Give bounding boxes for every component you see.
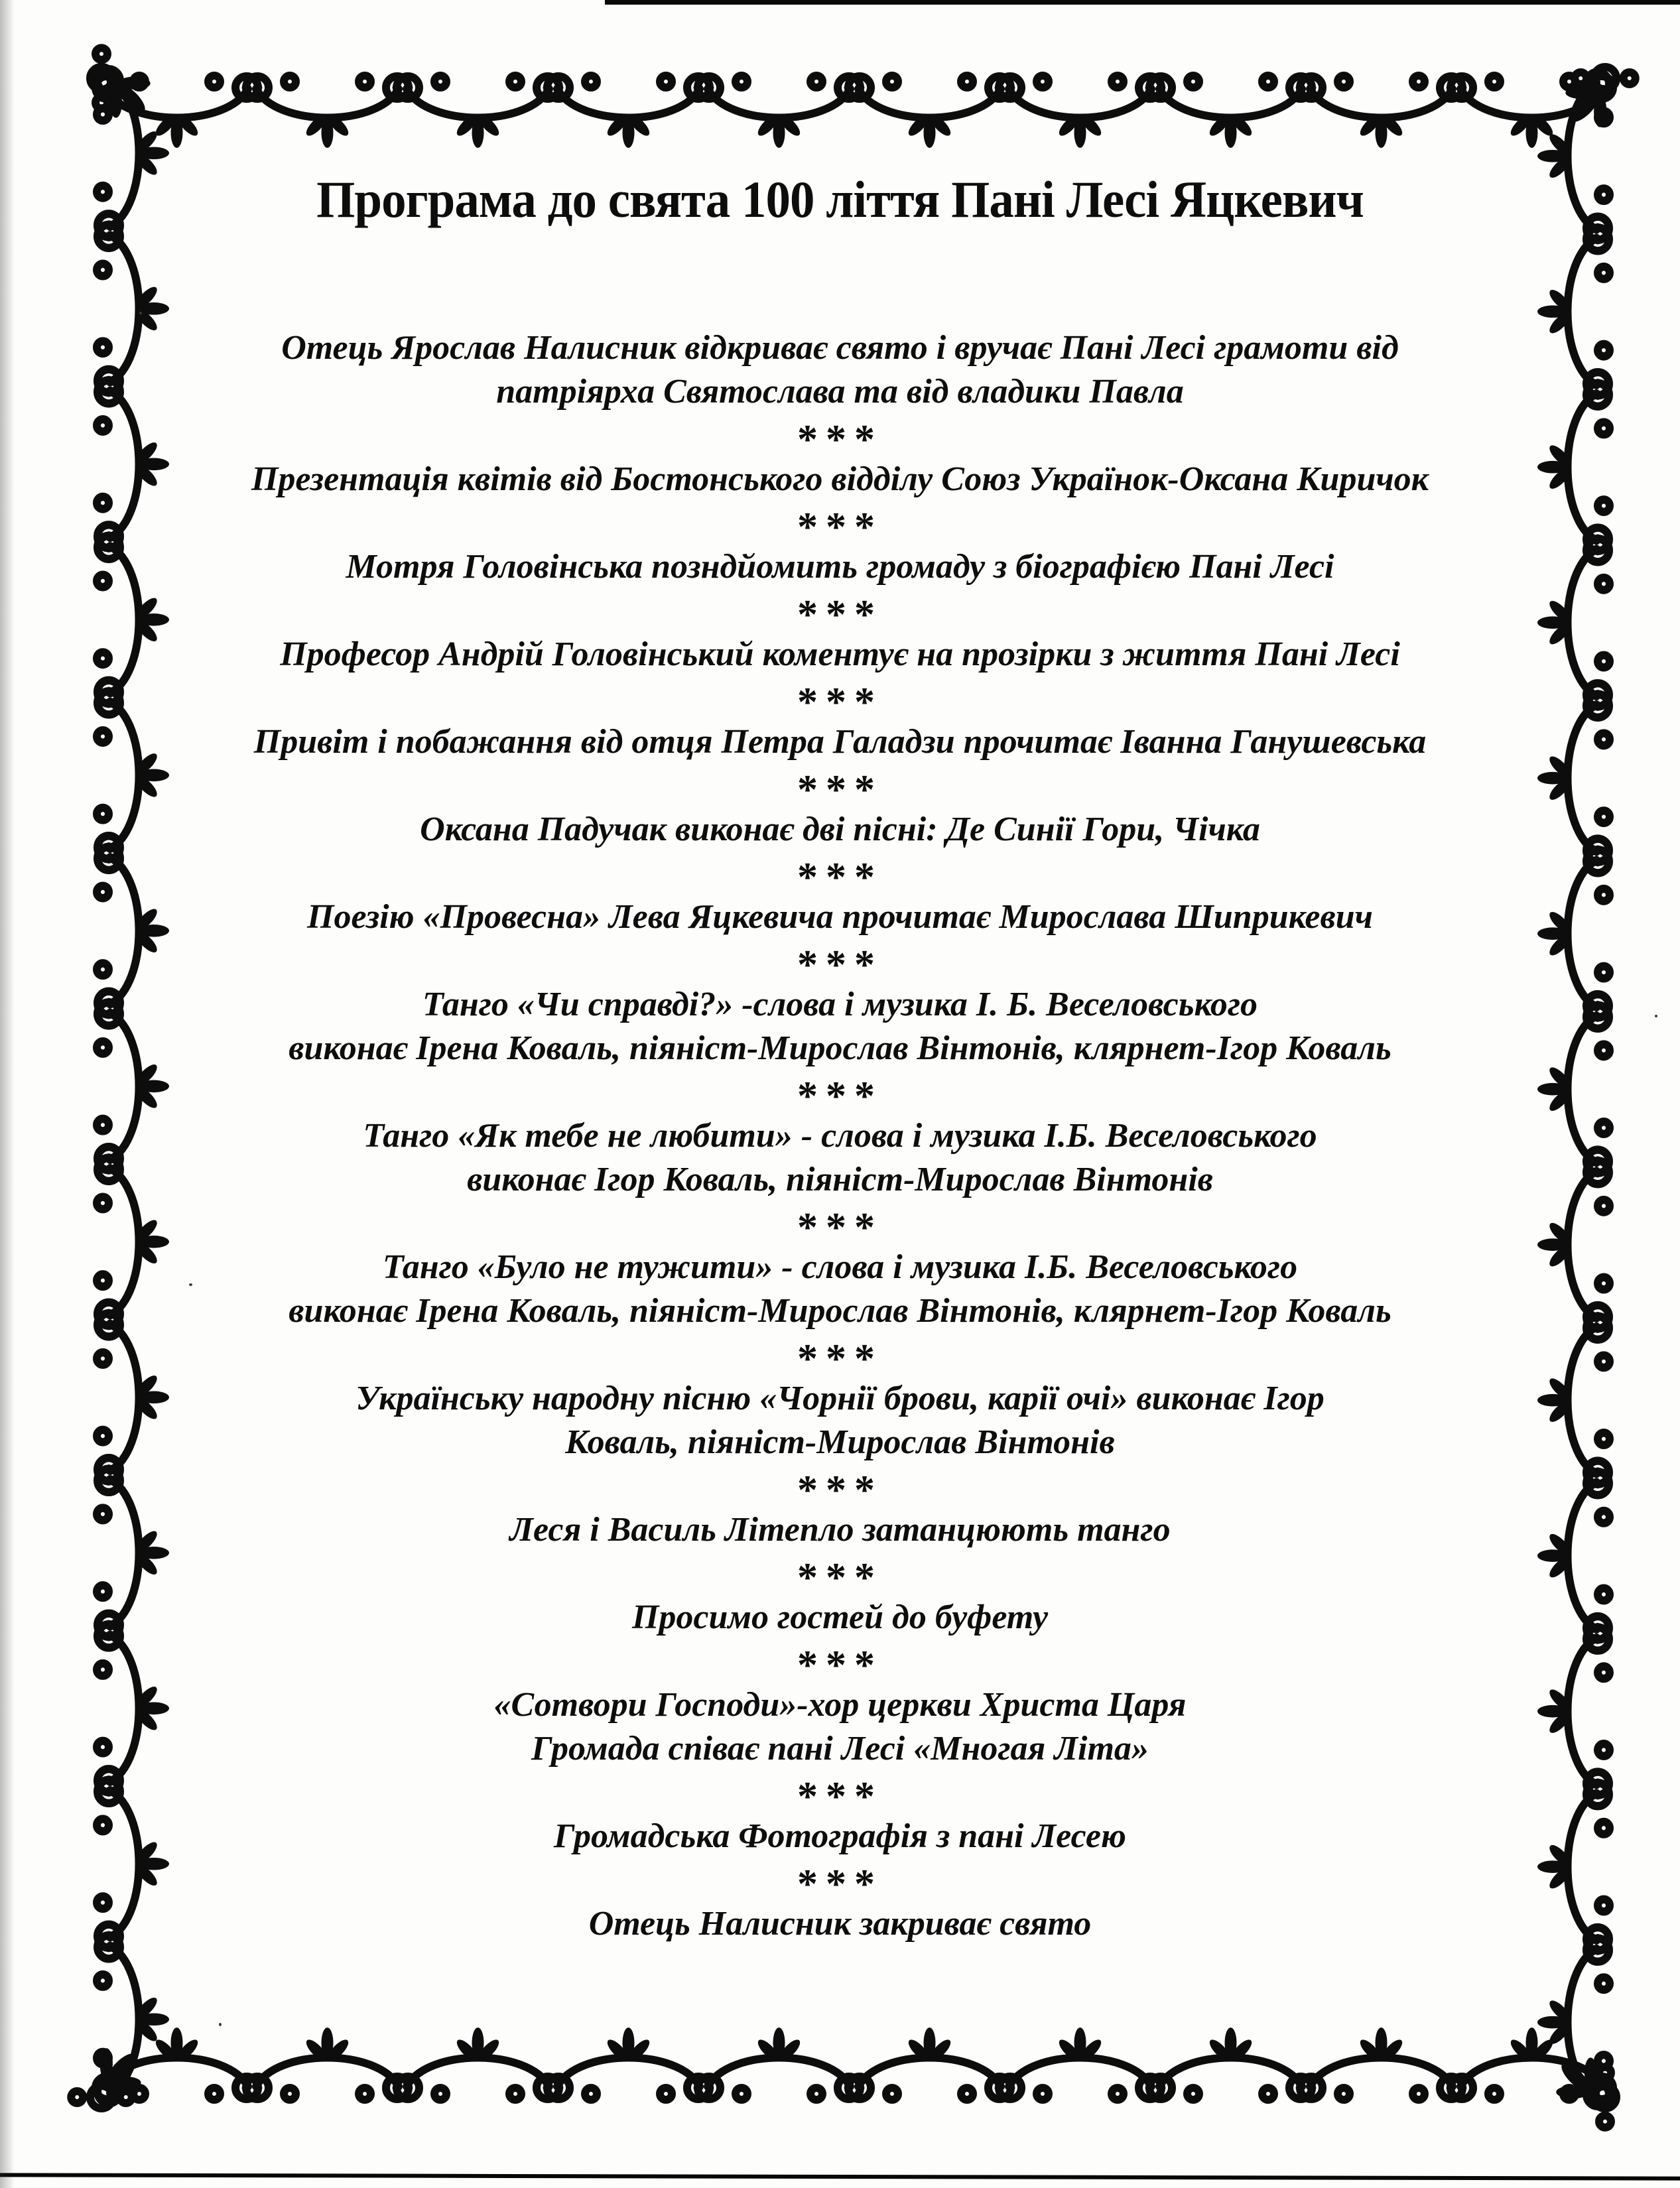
separator: ***	[797, 1862, 883, 1907]
scan-speck	[219, 2023, 222, 2026]
program-item-line: Отець Налисник закриває свято	[588, 1905, 1092, 1943]
separator: ***	[797, 1205, 883, 1250]
program-item-line: патріярха Святослава та від владики Павла	[496, 373, 1184, 411]
program-item-line: Танго «Чи справді?» -слова і музика І. Б. Веселовського	[422, 986, 1258, 1023]
separator: ***	[797, 1774, 883, 1819]
separator: ***	[797, 592, 883, 637]
separator: ***	[797, 1074, 883, 1119]
program-item-line: Поезію «Провесна» Лева Яцкевича прочитає Мирослава Шиприкевич	[307, 898, 1373, 936]
page-title: Програма до свята 100 ліття Пані Лесі Яцкевич	[316, 170, 1364, 228]
program-item-line: Професор Андрій Головінський коментує на прозірки з життя Пані Лесі	[280, 635, 1400, 673]
program-item-line: Отець Ярослав Налисник відкриває свято і вручає Пані Лесі грамоти від	[281, 329, 1399, 367]
program-list	[0, 326, 1680, 1946]
separator: ***	[797, 1555, 883, 1600]
separator: ***	[797, 417, 883, 462]
separator: ***	[797, 505, 883, 550]
program-item-line: Громада співає пані Лесі «Многая Літа»	[531, 1730, 1149, 1768]
program-item-line: Просимо гостей до буфету	[631, 1598, 1049, 1636]
program-item-line: Леся і Василь Літепло затанцюють танго	[509, 1511, 1171, 1549]
program-item-line: Українську народну пісню «Чорнії брови, карії очі» виконає Ігор	[355, 1380, 1325, 1417]
program-item-line: виконає Ірена Коваль, піяніст-Мирослав Вінтонів, клярнет-Ігор Коваль	[289, 1292, 1391, 1330]
separator: ***	[797, 1336, 883, 1382]
program-item-line: Презентація квітів від Бостонського відділу Союз Українок-Оксана Киричок	[251, 460, 1429, 498]
program-item-line: Мотря Головінська позндйомить громаду з біографією Пані Лесі	[346, 548, 1334, 586]
separator: ***	[797, 1643, 883, 1688]
program-item-line: Привіт і побажання від отця Петра Галадзи прочитає Іванна Ганушевська	[253, 723, 1427, 761]
program-item-line: Танго «Було не тужити» - слова і музика І.Б. Веселовського	[382, 1248, 1298, 1286]
program-item-line: Громадська Фотографія з пані Лесею	[554, 1817, 1126, 1855]
scan-artifact-top-line	[605, 0, 1680, 5]
program-item-line: виконає Ірена Коваль, піяніст-Мирослав Вінтонів, клярнет-Ігор Коваль	[289, 1029, 1391, 1067]
program-item-line: виконає Ігор Коваль, піяніст-Мирослав Вінтонів	[467, 1161, 1213, 1198]
separator: ***	[797, 767, 883, 812]
separator: ***	[797, 1468, 883, 1513]
program-item-line: Оксана Падучак виконає дві пісні: Де Синії Гори, Чічка	[420, 810, 1260, 848]
separator: ***	[797, 855, 883, 900]
program-item-line: Коваль, піяніст-Мирослав Вінтонів	[565, 1423, 1115, 1461]
program-item-line: «Сотвори Господи»-хор церкви Христа Царя	[493, 1686, 1187, 1724]
separator: ***	[797, 942, 883, 988]
scan-speck	[139, 312, 142, 314]
separator: ***	[797, 680, 883, 725]
program-item-line: Танго «Як тебе не любити» - слова і музика І.Б. Веселовського	[363, 1117, 1317, 1155]
